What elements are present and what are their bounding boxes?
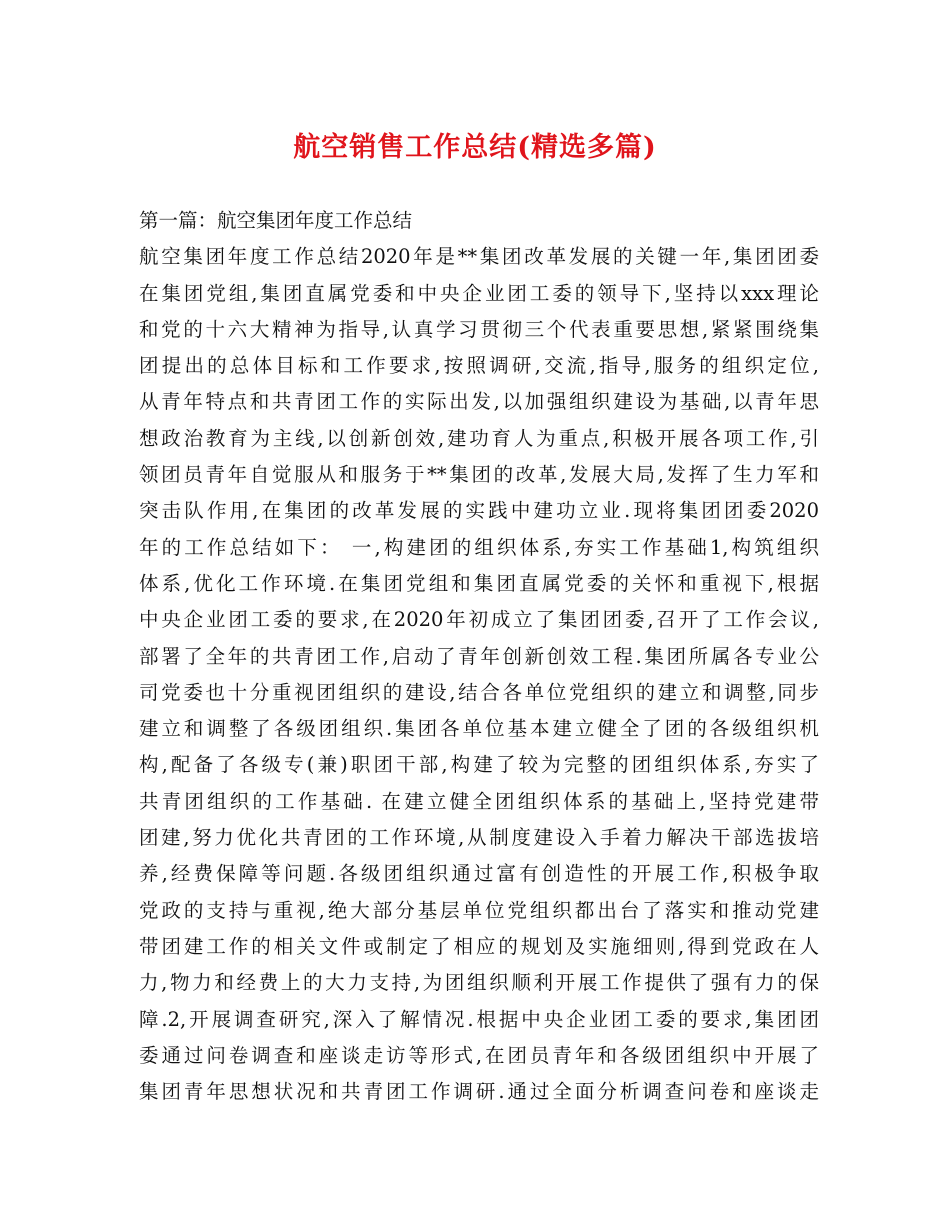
paragraph-line: 共青团组织的工作基础. 在建立健全团组织体系的基础上,坚持党建带 bbox=[139, 789, 819, 813]
paragraph-line: 想政治教育为主线,以创新创效,建功育人为重点,积极开展各项工作,引 bbox=[139, 426, 819, 450]
paragraph-line: 带团建工作的相关文件或制定了相应的规划及实施细则,得到党政在人 bbox=[139, 934, 819, 958]
paragraph-line: 年的工作总结如下： 一,构建团的组织体系,夯实工作基础1,构筑组织 bbox=[139, 535, 819, 559]
paragraph-line: 中央企业团工委的要求,在2020年初成立了集团团委,召开了工作会议, bbox=[139, 608, 819, 632]
paragraph-line: 养,经费保障等问题.各级团组织通过富有创造性的开展工作,积极争取 bbox=[139, 862, 819, 886]
section-heading: 第一篇：航空集团年度工作总结 bbox=[139, 209, 413, 232]
paragraph-line: 集团青年思想状况和共青团工作调研.通过全面分析调查问卷和座谈走 bbox=[139, 1080, 819, 1104]
paragraph-line: 领团员青年自觉服从和服务于**集团的改革,发展大局,发挥了生力军和 bbox=[139, 463, 819, 487]
paragraph-line: 突击队作用,在集团的改革发展的实践中建功立业.现将集团团委2020 bbox=[139, 499, 819, 523]
paragraph-line: 障.2,开展调查研究,深入了解情况.根据中央企业团工委的要求,集团团 bbox=[139, 1007, 819, 1031]
paragraph-line: 体系,优化工作环境.在集团党组和集团直属党委的关怀和重视下,根据 bbox=[139, 571, 819, 595]
document-title: 航空销售工作总结(精选多篇) bbox=[293, 132, 657, 163]
paragraph-line: 团建,努力优化共青团的工作环境,从制度建设入手着力解决干部选拔培 bbox=[139, 826, 819, 850]
paragraph-line: 航空集团年度工作总结2020年是**集团改革发展的关键一年,集团团委 bbox=[139, 245, 819, 269]
paragraph-line: 司党委也十分重视团组织的建设,结合各单位党组织的建立和调整,同步 bbox=[139, 680, 819, 704]
paragraph-line: 部署了全年的共青团工作,启动了青年创新创效工程.集团所属各专业公 bbox=[139, 644, 819, 668]
paragraph-line: 和党的十六大精神为指导,认真学习贯彻三个代表重要思想,紧紧围绕集 bbox=[139, 317, 819, 341]
paragraph-line: 团提出的总体目标和工作要求,按照调研,交流,指导,服务的组织定位, bbox=[139, 354, 819, 378]
paragraph-line: 在集团党组,集团直属党委和中央企业团工委的领导下,坚持以xxx理论 bbox=[139, 281, 819, 305]
paragraph-line: 委通过问卷调查和座谈走访等形式,在团员青年和各级团组织中开展了 bbox=[139, 1043, 819, 1067]
paragraph-line: 党政的支持与重视,绝大部分基层单位党组织都出台了落实和推动党建 bbox=[139, 898, 819, 922]
paragraph-line: 构,配备了各级专(兼)职团干部,构建了较为完整的团组织体系,夯实了 bbox=[139, 753, 819, 777]
paragraph-line: 力,物力和经费上的大力支持,为团组织顺利开展工作提供了强有力的保 bbox=[139, 971, 819, 995]
paragraph-line: 从青年特点和共青团工作的实际出发,以加强组织建设为基础,以青年思 bbox=[139, 390, 819, 414]
paragraph-line: 建立和调整了各级团组织.集团各单位基本建立健全了团的各级组织机 bbox=[139, 717, 819, 741]
document-body bbox=[139, 203, 819, 1110]
